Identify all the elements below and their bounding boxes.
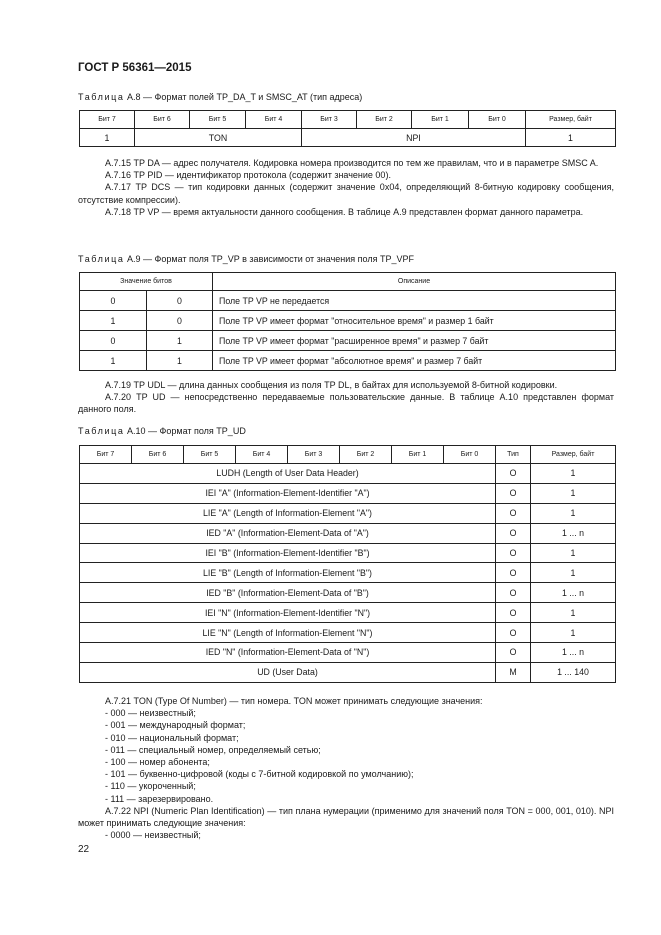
table-a10-cell-field: IED "N" (Information-Element-Data of "N") (80, 643, 496, 663)
table-a9-row (80, 351, 616, 371)
paragraph: А.7.22 NPI (Numeric Plan Identification) — тип плана нумерации (применимо для значений поля TON = 000, 001, 010). NPI может принимать следующие значения: (78, 805, 614, 829)
table-a10-header-cell: Бит 0 (444, 446, 496, 464)
list-item: - 000 — неизвестный; (105, 708, 196, 719)
table-a10-cell-type: O (496, 483, 531, 503)
table-a9-cell: 0 (147, 311, 213, 331)
table-a9-cell-description: Поле TP VP имеет формат "расширенное время" и размер 7 байт (213, 331, 616, 351)
table-a10-cell-field: UD (User Data) (80, 662, 496, 682)
table-a10-cell-type: O (496, 563, 531, 583)
table-a10-header-cell: Размер, байт (531, 446, 616, 464)
table-a8-cell: 1 (526, 129, 616, 147)
table-a8-caption-text: А.8 — Формат полей TP_DA_T и SMSC_AT (тип адреса) (127, 92, 363, 102)
table-a10-header-row (80, 446, 616, 464)
table-a9-cell-description: Поле TP VP имеет формат "относительное время" и размер 1 байт (213, 311, 616, 331)
table-a8 (79, 110, 616, 147)
table-a10-cell-size: 1 (531, 464, 616, 484)
list-item: - 100 — номер абонента; (105, 757, 210, 768)
table-a8-header-cell: Бит 2 (357, 111, 412, 129)
table-a10-header-cell: Бит 6 (132, 446, 184, 464)
table-a8-cell-ton: TON (135, 129, 302, 147)
table-a10-header-cell: Бит 5 (184, 446, 236, 464)
table-a10-cell-field: IED "A" (Information-Element-Data of "A") (80, 523, 496, 543)
table-a9-header-cell: Описание (213, 273, 616, 291)
table-a10-cell-field: LIE "B" (Length of Information-Element "B") (80, 563, 496, 583)
table-a9-caption (78, 254, 414, 264)
table-a10-row (80, 543, 616, 563)
table-a10-caption-text: А.10 — Формат поля TP_UD (127, 426, 246, 436)
paragraph: А.7.16 TP PID — идентификатор протокола (содержит значение 00). (105, 170, 391, 181)
list-item: - 011 — специальный номер, определяемый сетью; (105, 744, 321, 755)
table-a9-row (80, 291, 616, 311)
table-a10-cell-size: 1 ... 140 (531, 662, 616, 682)
list-item: - 010 — национальный формат; (105, 732, 239, 743)
table-a10-cell-field: LUDH (Length of User Data Header) (80, 464, 496, 484)
table-a10 (79, 445, 616, 683)
table-a10-row (80, 662, 616, 682)
table-a9-header-row (80, 273, 616, 291)
table-a9-cell-description: Поле TP VP не передается (213, 291, 616, 311)
list-item: - 110 — укороченный; (105, 781, 196, 792)
table-a8-cell: 1 (80, 129, 135, 147)
table-a9-cell: 0 (80, 291, 147, 311)
table-a8-header-cell: Бит 3 (302, 111, 357, 129)
table-a10-cell-type: O (496, 543, 531, 563)
table-a10-caption (78, 426, 246, 436)
table-a10-cell-field: IEI "A" (Information-Element-Identifier "A") (80, 483, 496, 503)
table-a10-row (80, 464, 616, 484)
page-number: 22 (78, 844, 90, 855)
list-item: - 0000 — неизвестный; (105, 830, 201, 841)
paragraph: А.7.21 TON (Type Of Number) — тип номера. TON может принимать следующие значения: (105, 696, 483, 706)
paragraph: А.7.18 TP VP — время актуальности данного сообщения. В таблице А.9 представлен формат данного параметра. (105, 206, 584, 217)
table-a10-header-cell: Бит 7 (80, 446, 132, 464)
table-a8-cell-npi: NPI (302, 129, 526, 147)
table-a8-header-cell: Бит 0 (469, 111, 526, 129)
list-item: - 001 — международный формат; (105, 720, 246, 731)
table-a10-row (80, 603, 616, 623)
table-a8-header-row (80, 111, 616, 129)
table-a8-caption (78, 92, 362, 102)
table-a10-row (80, 563, 616, 583)
table-a10-row (80, 523, 616, 543)
table-a9-caption-text: А.9 — Формат поля TP_VP в зависимости от значения поля TP_VPF (127, 254, 414, 264)
table-a8-header-cell: Бит 1 (412, 111, 469, 129)
table-a10-cell-type: O (496, 464, 531, 484)
table-a10-cell-field: LIE "A" (Length of Information-Element "A") (80, 503, 496, 523)
table-a8-header-cell: Бит 6 (135, 111, 190, 129)
table-a10-row (80, 503, 616, 523)
table-a10-cell-type: M (496, 662, 531, 682)
table-a9-row (80, 311, 616, 331)
table-a9-cell: 1 (80, 351, 147, 371)
document-header: ГОСТ Р 56361—2015 (78, 62, 192, 74)
table-a9-row (80, 331, 616, 351)
table-a8-row (80, 129, 616, 147)
paragraph: А.7.15 TP DA — адрес получателя. Кодировка номера производится по тем же правилам, что и в параметре SMSC A. (105, 158, 599, 168)
table-a10-row (80, 643, 616, 663)
table-a10-cell-size: 1 (531, 503, 616, 523)
table-a9-header-cell: Значение битов (80, 273, 213, 291)
table-a10-cell-size: 1 (531, 543, 616, 563)
table-a10-cell-type: O (496, 503, 531, 523)
table-a10-cell-size: 1 (531, 563, 616, 583)
table-a10-cell-field: LIE "N" (Length of Information-Element "N") (80, 623, 496, 643)
table-a8-header-cell: Бит 5 (190, 111, 246, 129)
table-a9 (79, 272, 616, 371)
table-a10-header-cell: Бит 3 (288, 446, 340, 464)
table-a8-header-cell: Бит 4 (246, 111, 302, 129)
table-a10-cell-size: 1 ... n (531, 583, 616, 603)
table-a10-row (80, 583, 616, 603)
table-a10-cell-size: 1 (531, 603, 616, 623)
table-a10-cell-type: O (496, 583, 531, 603)
table-a10-header-cell: Бит 4 (236, 446, 288, 464)
table-a10-row (80, 483, 616, 503)
table-a10-header-cell: Тип (496, 446, 531, 464)
table-a10-cell-type: O (496, 643, 531, 663)
table-a10-cell-size: 1 ... n (531, 643, 616, 663)
paragraph: А.7.17 TP DCS — тип кодировки данных (содержит значение 0x04, определяющий 8-битную кодировку сообщения, отсутствие компрессии). (78, 182, 614, 205)
table-a10-cell-type: O (496, 523, 531, 543)
paragraphs-a7-15-18 (78, 157, 614, 218)
table-a9-cell: 1 (80, 311, 147, 331)
table-a10-cell-field: IED "B" (Information-Element-Data of "B") (80, 583, 496, 603)
table-a8-header-cell: Бит 7 (80, 111, 135, 129)
list-item: - 111 — зарезервировано. (105, 793, 214, 804)
table-a9-cell: 1 (147, 331, 213, 351)
table-a9-cell: 0 (147, 291, 213, 311)
paragraph: А.7.19 TP UDL — длина данных сообщения из поля TP DL, в байтах для используемой 8-битной кодировки. (105, 380, 558, 390)
table-a10-cell-field: IEI "N" (Information-Element-Identifier "N") (80, 603, 496, 623)
table-a8-caption-label: Таблица (78, 92, 125, 102)
table-a9-cell: 0 (80, 331, 147, 351)
table-a10-cell-size: 1 (531, 623, 616, 643)
table-a9-cell-description: Поле TP VP имеет формат "абсолютное время" и размер 7 байт (213, 351, 616, 371)
table-a8-header-cell: Размер, байт (526, 111, 616, 129)
table-a9-cell: 1 (147, 351, 213, 371)
table-a10-cell-type: O (496, 603, 531, 623)
table-a10-header-cell: Бит 1 (392, 446, 444, 464)
table-a10-cell-size: 1 (531, 483, 616, 503)
table-a10-caption-label: Таблица (78, 426, 125, 436)
paragraphs-a7-19-20 (78, 379, 614, 416)
list-item: - 101 — буквенно-цифровой (коды с 7-битной кодировкой по умолчанию); (105, 769, 414, 780)
paragraph: А.7.20 TP UD — непосредственно передаваемые пользовательские данные. В таблице А.10 представлен формат данного поля. (78, 392, 614, 415)
table-a9-caption-label: Таблица (78, 254, 125, 264)
table-a10-cell-field: IEI "B" (Information-Element-Identifier "B") (80, 543, 496, 563)
table-a10-cell-type: O (496, 623, 531, 643)
table-a10-row (80, 623, 616, 643)
table-a10-header-cell: Бит 2 (340, 446, 392, 464)
paragraphs-a7-21-22 (78, 695, 614, 841)
table-a10-cell-size: 1 ... n (531, 523, 616, 543)
